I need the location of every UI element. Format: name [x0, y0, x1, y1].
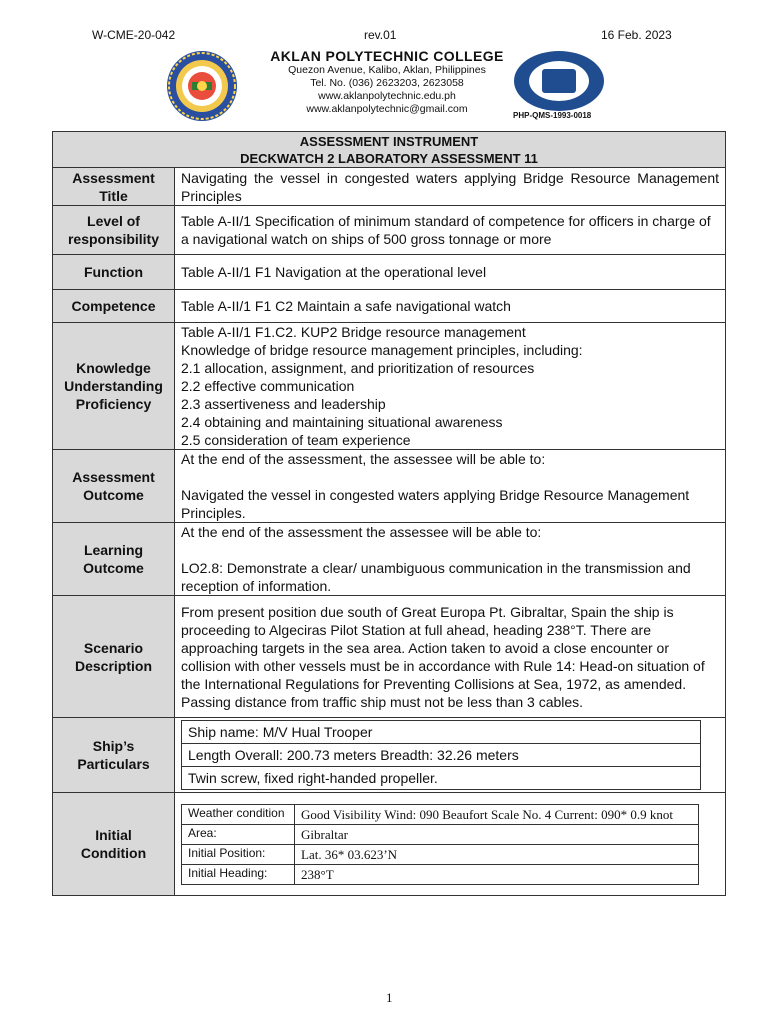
ships-particulars-label: [53, 718, 175, 793]
college-seal-logo: [146, 50, 258, 122]
college-name: AKLAN POLYTECHNIC COLLEGE: [270, 48, 504, 64]
table-row: [53, 596, 726, 718]
table-row: [53, 323, 726, 450]
label-line: Learning: [83, 542, 144, 558]
college-address: Quezon Avenue, Kalibo, Aklan, Philippines: [288, 64, 486, 76]
knowledge-line: 2.4 obtaining and maintaining situational awareness: [181, 414, 503, 430]
label-line: Scenario: [83, 639, 144, 656]
page-number: 1: [386, 990, 393, 1005]
label-line: Condition: [80, 845, 147, 861]
knowledge-label: [53, 323, 175, 450]
label-line: Assessment: [72, 169, 155, 186]
outcome-intro: At the end of the assessment, the assessee will be able to:: [181, 451, 546, 467]
outcome-text: Navigated the vessel in congested waters applying Bridge Resource Management Principles.: [181, 487, 690, 521]
condition-row: [182, 824, 699, 844]
scenario-description-label: [53, 596, 175, 718]
condition-key: Area:: [182, 824, 295, 844]
label-line: Particulars: [77, 756, 150, 772]
condition-row: [182, 804, 699, 824]
learning-outcome-label: [53, 523, 175, 596]
learning-outcome-value: [175, 523, 726, 596]
college-website: www.aklanpolytechnic.edu.ph: [318, 90, 456, 102]
condition-value: 238°T: [295, 864, 699, 884]
label-line: Title: [99, 187, 128, 204]
condition-key: Initial Heading:: [182, 864, 295, 884]
condition-key: Initial Position:: [182, 844, 295, 864]
level-of-responsibility-label: [53, 206, 175, 255]
assessment-table: [52, 131, 726, 896]
table-row: [53, 290, 726, 323]
table-row: [53, 255, 726, 290]
initial-condition-value: [175, 793, 726, 896]
knowledge-value: [175, 323, 726, 450]
table-row: [53, 168, 726, 206]
document-code: W-CME-20-042: [92, 28, 176, 42]
knowledge-line: Table A-II/1 F1.C2. KUP2 Bridge resource management: [181, 324, 526, 340]
condition-row: [182, 864, 699, 884]
competence-value: Table A-II/1 F1 C2 Maintain a safe navigational watch: [175, 290, 726, 323]
knowledge-line: 2.3 assertiveness and leadership: [181, 396, 386, 412]
knowledge-line: Knowledge of bridge resource management principles, including:: [181, 342, 583, 358]
college-email: www.aklanpolytechnic@gmail.com: [306, 103, 468, 115]
function-label: Function: [53, 255, 175, 290]
label-line: Initial: [95, 827, 132, 843]
knowledge-line: 2.2 effective communication: [181, 378, 355, 394]
table-row: [53, 718, 726, 793]
label-line: Proficiency: [75, 396, 152, 412]
condition-value: Good Visibility Wind: 090 Beaufort Scale No. 4 Current: 090* 0.9 knot: [295, 804, 699, 824]
knowledge-line: 2.5 consideration of team experience: [181, 432, 411, 448]
laboratory-title: DECKWATCH 2 LABORATORY ASSESSMENT 11: [240, 150, 538, 166]
condition-row: [182, 844, 699, 864]
ship-particular: Ship name: M/V Hual Trooper: [182, 721, 701, 744]
table-row: [53, 450, 726, 523]
label-line: Description: [74, 657, 152, 674]
assessment-title-value: Navigating the vessel in congested waters applying Bridge Resource Management Principles: [175, 168, 726, 206]
ships-particulars-value: [175, 718, 726, 793]
label-line: Outcome: [83, 487, 144, 503]
table-row: [53, 206, 726, 255]
label-line: Understanding: [64, 378, 163, 394]
outcome-intro: At the end of the assessment the assessee will be able to:: [181, 524, 542, 540]
outcome-text: LO2.8: Demonstrate a clear/ unambiguous communication in the transmission and reception of information.: [181, 560, 691, 594]
college-letterhead: [262, 48, 512, 116]
assessment-outcome-label: [53, 450, 175, 523]
level-of-responsibility-value: Table A-II/1 Specification of minimum standard of competence for officers in charge of a navigational watch on ships of 500 gross tonnage or more: [175, 206, 726, 255]
label-line: Ship’s: [92, 738, 135, 754]
ship-particulars-table: [181, 720, 701, 790]
instrument-title: ASSESSMENT INSTRUMENT: [299, 133, 479, 149]
initial-condition-table: [181, 804, 699, 885]
knowledge-line: 2.1 allocation, assignment, and prioritization of resources: [181, 360, 535, 376]
label-line: Level of: [87, 213, 140, 229]
label-line: Knowledge: [76, 360, 151, 376]
ship-particular: Length Overall: 200.73 meters Breadth: 32.26 meters: [182, 744, 701, 767]
table-row: [53, 793, 726, 896]
assessment-outcome-value: [175, 450, 726, 523]
revision-number: rev.01: [364, 28, 397, 42]
iso-certificate-code: PHP-QMS-1993-0018: [513, 111, 592, 120]
table-heading: [53, 132, 726, 168]
iso-certification-logo: [512, 50, 606, 112]
initial-condition-label: [53, 793, 175, 896]
condition-value: Gibraltar: [295, 824, 699, 844]
competence-label: Competence: [53, 290, 175, 323]
document-date: 16 Feb. 2023: [601, 28, 672, 42]
condition-value: Lat. 36* 03.623’N: [295, 844, 699, 864]
college-telephone: Tel. No. (036) 2623203, 2623058: [310, 77, 464, 89]
table-row: [53, 523, 726, 596]
function-value: Table A-II/1 F1 Navigation at the operational level: [175, 255, 726, 290]
label-line: responsibility: [67, 231, 160, 247]
scenario-description-value: From present position due south of Great Europa Pt. Gibraltar, Spain the ship is proceeding to Algeciras Pilot Station at full ahead, heading 238°T. There are approaching targets in the sea area. Action taken to avoid a close encounter or collision with other vessels must be in accordance with Rule 14: Head-on situation of the International Regulations for Preventing Collisions at Sea, 1972, as amended. Passing distance from traffic ship must not be less than 3 cables.: [175, 596, 726, 718]
ship-particular: Twin screw, fixed right-handed propeller.: [182, 767, 701, 790]
condition-key: Weather condition: [182, 804, 295, 824]
assessment-title-label: [53, 168, 175, 206]
label-line: Assessment: [72, 469, 155, 485]
label-line: Outcome: [83, 560, 144, 576]
